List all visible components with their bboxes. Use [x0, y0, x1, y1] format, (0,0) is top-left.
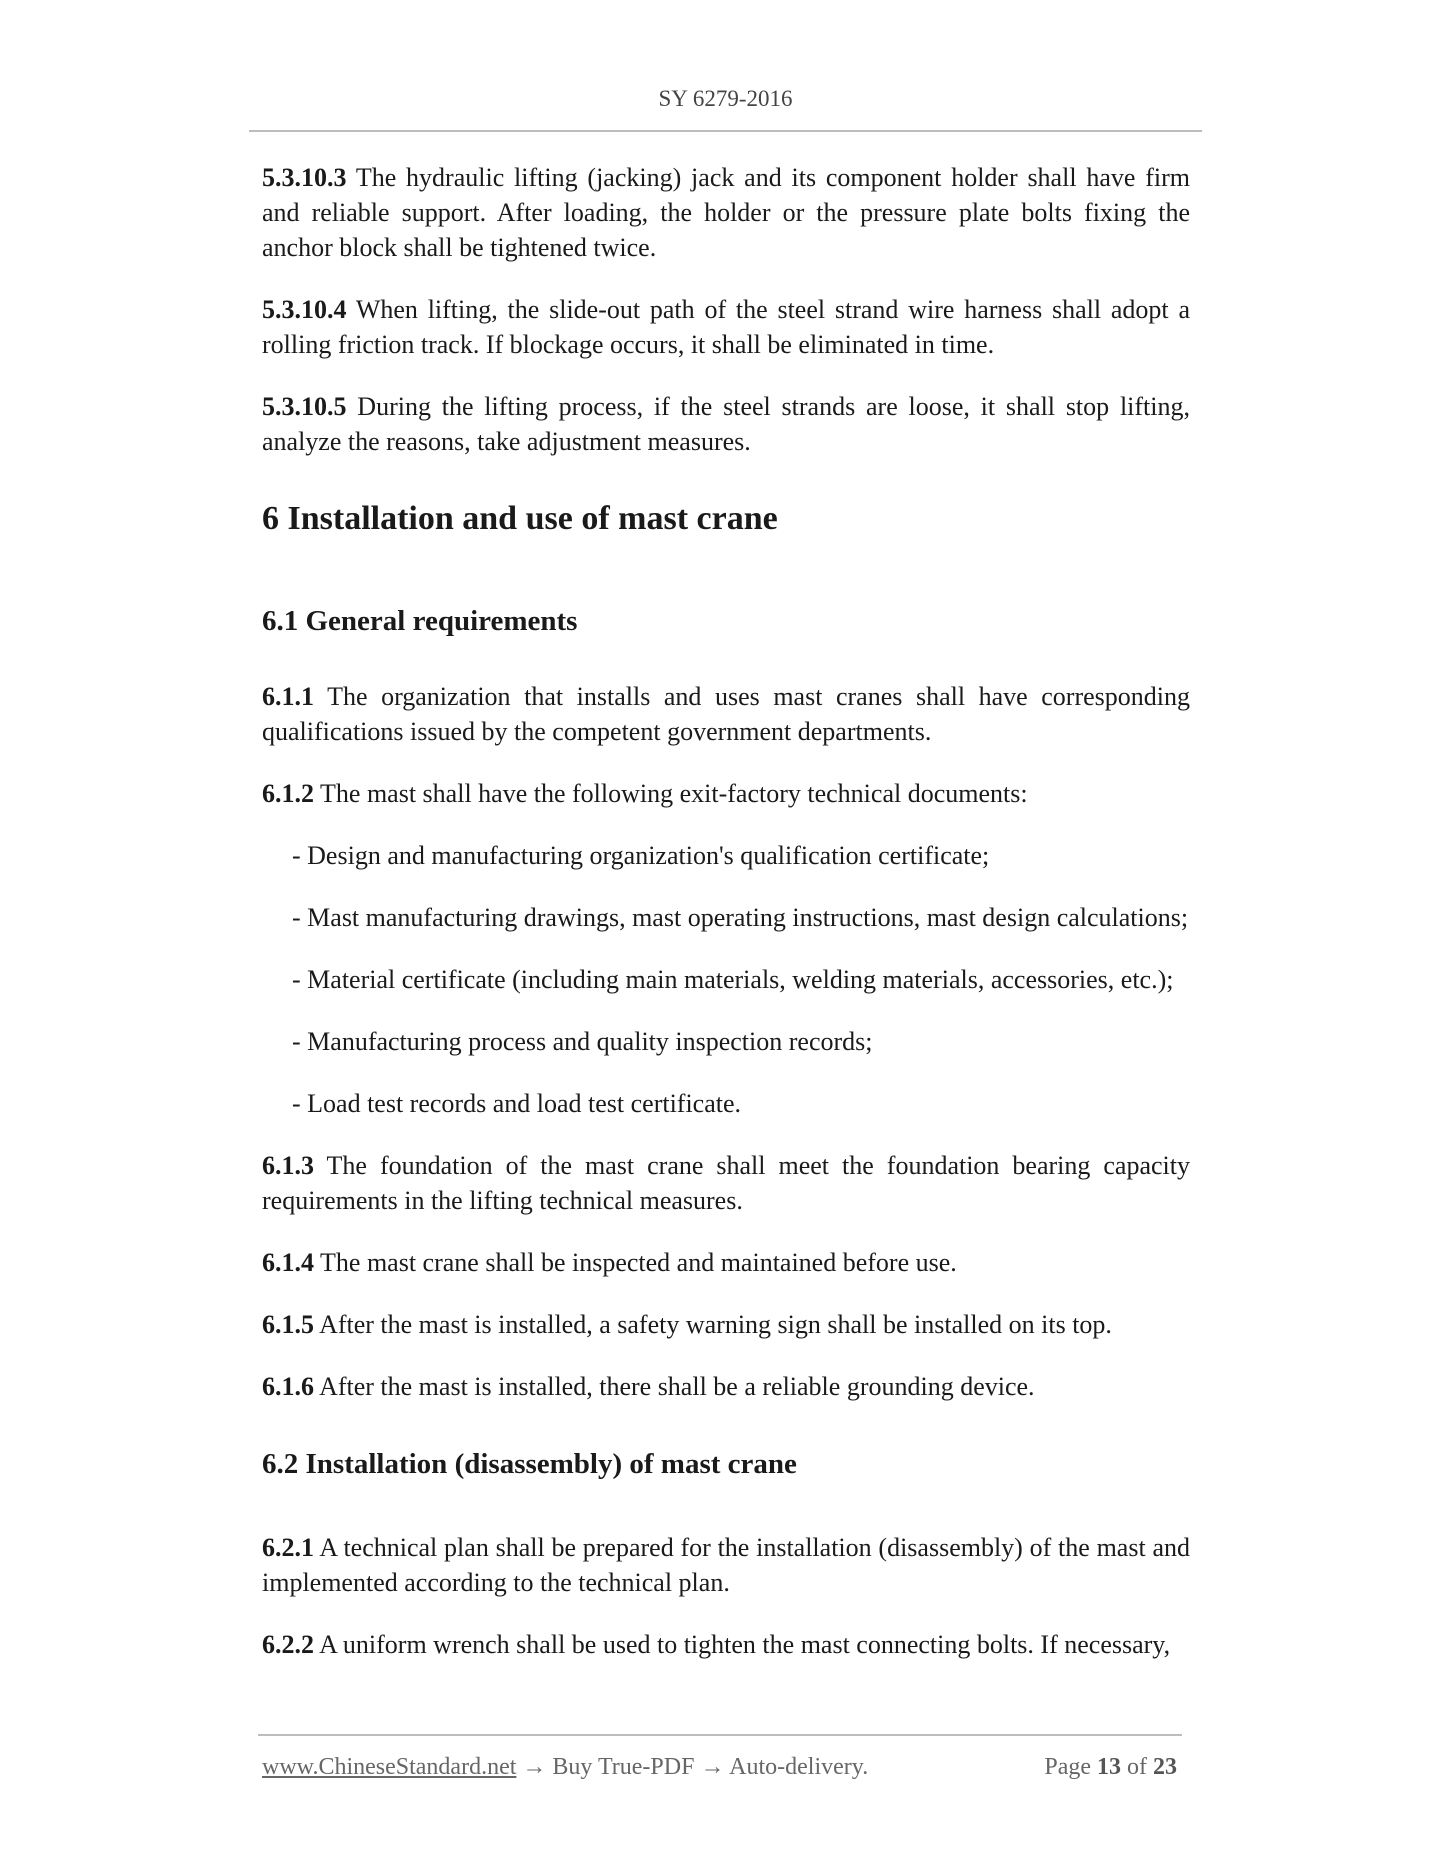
page-label: Page — [1044, 1754, 1097, 1780]
clause-text: A technical plan shall be prepared for the installation (disassembly) of the mast and implemented according to the technical plan. — [262, 1533, 1190, 1597]
clause-paragraph — [262, 1369, 1190, 1404]
clause-text: After the mast is installed, there shall be a reliable grounding device. — [314, 1372, 1035, 1401]
technical-documents-list — [262, 838, 1190, 1121]
clause-number: 5.3.10.3 — [262, 163, 347, 192]
subsection-heading: 6.2 Installation (disassembly) of mast crane — [262, 1448, 797, 1480]
clause-text: The hydraulic lifting (jacking) jack and its component holder shall have firm and reliable support. After loading, the holder or the pressure plate bolts fixing the anchor block shall be tightened twice. — [262, 163, 1190, 262]
clause-paragraph — [262, 679, 1190, 749]
clause-paragraph — [262, 1148, 1190, 1218]
clause-number: 6.2.2 — [262, 1630, 314, 1659]
clause-number: 6.1.1 — [262, 682, 314, 711]
current-page-number: 13 — [1097, 1754, 1121, 1780]
page-of-label: of — [1121, 1754, 1153, 1780]
clause-text: A uniform wrench shall be used to tighten the mast connecting bolts. If necessary, — [314, 1630, 1171, 1659]
page-indicator — [1044, 1754, 1177, 1781]
clause-number: 5.3.10.5 — [262, 392, 347, 421]
clause-paragraph — [262, 1245, 1190, 1280]
header-divider — [249, 130, 1202, 132]
clause-paragraph — [262, 776, 1190, 811]
list-item: - Material certificate (including main materials, welding materials, accessories, etc.); — [292, 965, 1174, 994]
section-heading: 6 Installation and use of mast crane — [262, 500, 778, 537]
clause-number: 5.3.10.4 — [262, 295, 347, 324]
clause-text: The foundation of the mast crane shall meet the foundation bearing capacity requirements in the lifting technical measures. — [262, 1151, 1190, 1215]
page-footer — [262, 1754, 1177, 1781]
clause-text: The mast crane shall be inspected and maintained before use. — [314, 1248, 957, 1277]
clause-paragraph — [262, 1307, 1190, 1342]
document-code-header: SY 6279-2016 — [658, 86, 793, 111]
clause-number: 6.1.4 — [262, 1248, 314, 1277]
clause-number: 6.1.5 — [262, 1310, 314, 1339]
clause-text: The mast shall have the following exit-factory technical documents: — [314, 779, 1028, 808]
clause-number: 6.1.3 — [262, 1151, 314, 1180]
clause-text: During the lifting process, if the steel strands are loose, it shall stop lifting, analyze the reasons, take adjustment measures. — [262, 392, 1190, 456]
clause-number: 6.2.1 — [262, 1533, 314, 1562]
subsection-heading: 6.1 General requirements — [262, 605, 578, 637]
clause-paragraph — [262, 1627, 1190, 1662]
list-item: - Design and manufacturing organization's qualification certificate; — [292, 841, 990, 870]
clause-paragraph — [262, 389, 1190, 459]
arrow-icon: → — [522, 1754, 547, 1780]
document-body — [262, 160, 1190, 1689]
total-pages-number: 23 — [1153, 1754, 1177, 1780]
clause-text: When lifting, the slide-out path of the steel strand wire harness shall adopt a rolling friction track. If blockage occurs, it shall be eliminated in time. — [262, 295, 1190, 359]
list-item: - Manufacturing process and quality inspection records; — [292, 1027, 873, 1056]
clause-paragraph — [262, 160, 1190, 265]
clause-number: 6.1.6 — [262, 1372, 314, 1401]
arrow-icon: → — [700, 1754, 725, 1780]
clause-paragraph — [262, 292, 1190, 362]
clause-text: After the mast is installed, a safety warning sign shall be installed on its top. — [314, 1310, 1112, 1339]
site-link[interactable]: www.ChineseStandard.net — [262, 1754, 517, 1780]
list-item: - Mast manufacturing drawings, mast operating instructions, mast design calculations; — [292, 903, 1189, 932]
footer-promo — [262, 1754, 868, 1781]
clause-paragraph — [262, 1530, 1190, 1600]
clause-number: 6.1.2 — [262, 779, 314, 808]
footer-divider — [258, 1734, 1182, 1736]
buy-pdf-text: Buy True-PDF — [546, 1754, 701, 1780]
clause-text: The organization that installs and uses mast cranes shall have corresponding qualifications issued by the competent government departments. — [262, 682, 1190, 746]
list-item: - Load test records and load test certificate. — [292, 1089, 742, 1118]
auto-delivery-text: Auto-delivery. — [724, 1754, 869, 1780]
